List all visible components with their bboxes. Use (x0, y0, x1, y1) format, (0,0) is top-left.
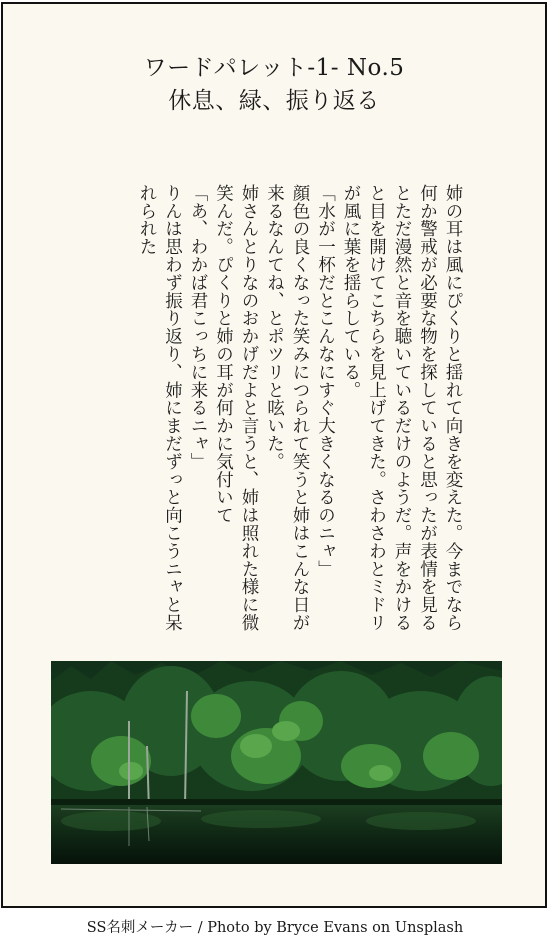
title-line-1: ワードパレット-1- No.5 (143, 55, 405, 81)
story-paragraph: 姉の耳は風にぴくりと揺れて向きを変えた。今までなら何か警戒が必要な物を探していると思ったが表情を見るとただ漫然と音を聴いているだけのようだ。声をかけると目を開けてこちらを見上げてきた。さわさわとミドリが風に葉を揺らしている。 (341, 184, 463, 632)
story-paragraph: 「あ、わかば君こっちに来るニャ」 (188, 184, 208, 471)
story-body (75, 184, 465, 644)
story-title (3, 52, 545, 118)
forest-lake-photo (51, 661, 502, 864)
story-paragraph: 姉さんとりなのおかげだよと言うと、姉は照れた様に微笑んだ。ぴくりと姉の耳が何かに気付いて (213, 184, 259, 632)
title-line-2: 休息、緑、振り返る (168, 88, 380, 114)
story-paragraph: りんは思わず振り返り、姉にまだずっと向こうニャと呆れられた (137, 184, 183, 632)
story-paragraph: 「水が一杯だとこんなにすぐ大きくなるのニャ」 (315, 184, 336, 578)
photo-credit: SS名刺メーカー / Photo by Bryce Evans on Unsplash (86, 920, 464, 936)
story-card (1, 2, 547, 908)
story-paragraph: 顔色の良くなった笑みにつられて笑うと姉はこんな日が来るなんてね、とポツリと呟いた。 (264, 184, 310, 632)
